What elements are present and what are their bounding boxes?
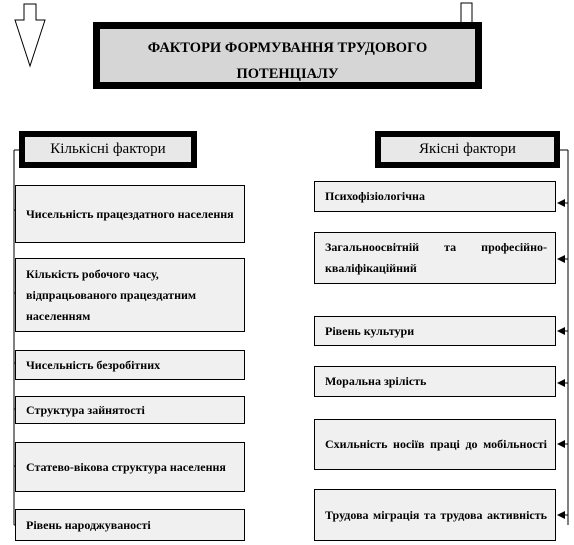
left-item: Рівень народжуваності bbox=[15, 509, 245, 541]
quantitative-header: Кількісні фактори bbox=[19, 131, 197, 168]
right-item: Психофізіологічна bbox=[314, 181, 556, 212]
right-item: Трудова міграція та трудова активність bbox=[314, 489, 556, 541]
right-item: Рівень культури bbox=[314, 316, 556, 346]
title-line-2: ПОТЕНЦІАЛУ bbox=[236, 66, 339, 82]
left-item: Чисельність безробітних bbox=[15, 350, 245, 380]
right-item: Схильність носіїв праці до мобільності bbox=[314, 419, 556, 470]
right-item: Моральна зрілість bbox=[314, 366, 556, 397]
left-item: Кількість робочого часу, відпрацьованого працездатним населенням bbox=[15, 258, 245, 332]
down-arrow-icon bbox=[15, 4, 45, 66]
left-item: Структура зайнятості bbox=[15, 396, 245, 424]
right-item: Загальноосвітній та професійно-кваліфікаційний bbox=[314, 232, 556, 284]
title-line-1: ФАКТОРИ ФОРМУВАННЯ ТРУДОВОГО bbox=[147, 40, 428, 56]
left-item: Чисельність працездатного населення bbox=[15, 185, 245, 243]
left-item: Статево-вікова структура населення bbox=[15, 442, 245, 492]
qualitative-header: Якісні фактори bbox=[375, 131, 560, 168]
title-box bbox=[93, 22, 482, 89]
